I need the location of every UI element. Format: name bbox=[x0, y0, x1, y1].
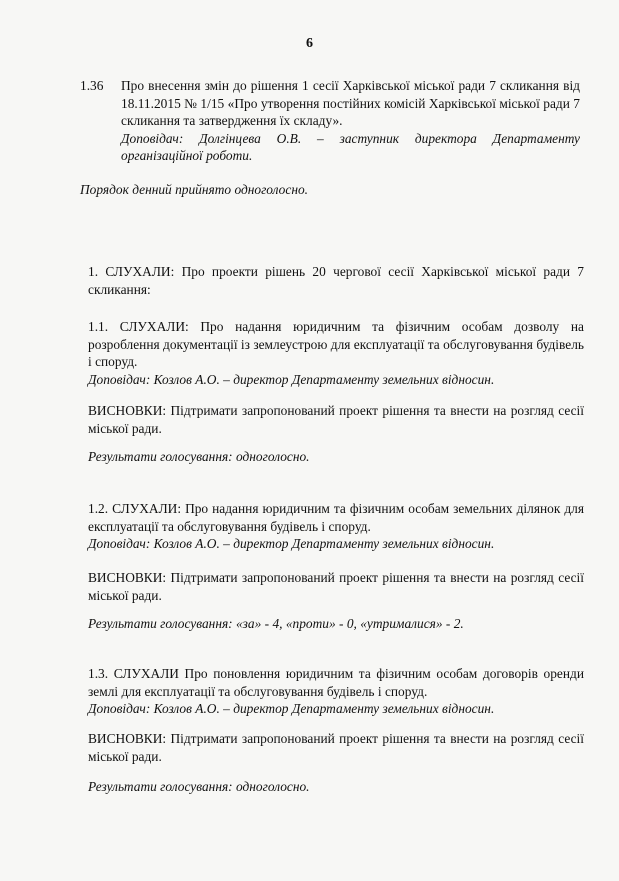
agenda-accepted: Порядок денний прийнято одноголосно. bbox=[80, 182, 309, 197]
section-1-1-vote: Результати голосування: одноголосно. bbox=[88, 449, 310, 464]
section-1-3-speaker: Доповідач: Козлов А.О. – директор Департаменту земельних відносин. bbox=[88, 701, 495, 716]
section-1-2-speaker: Доповідач: Козлов А.О. – директор Департаменту земельних відносин. bbox=[88, 536, 495, 551]
item-speaker: Доповідач: Долгінцева О.В. – заступник директора Департаменту організаційної роботи. bbox=[121, 130, 580, 163]
section-1-3 bbox=[88, 665, 584, 718]
section-1-2-vote: Результати голосування: «за» - 4, «проти» - 0, «утрималися» - 2. bbox=[88, 616, 464, 631]
page-number: 6 bbox=[306, 36, 313, 51]
section-1-1-speaker: Доповідач: Козлов А.О. – директор Департаменту земельних відносин. bbox=[88, 371, 495, 387]
section-1-1 bbox=[88, 318, 584, 388]
agenda-item-1-36 bbox=[80, 77, 580, 165]
section-1-1-conclusion: ВИСНОВКИ: Підтримати запропонований проект рішення та внести на розгляд сесії міської ради. bbox=[88, 403, 584, 436]
section-1-2-conclusion: ВИСНОВКИ: Підтримати запропонований проект рішення та внести на розгляд сесії міської ради. bbox=[88, 570, 584, 603]
item-text: Про внесення змін до рішення 1 сесії Харківської міської ради 7 скликання від 18.11.2015 № 1/15 «Про утворення постійних комісій Харківської міської ради 7 скликання та затвердження їх складу». bbox=[121, 78, 580, 128]
section-1-1-heard: 1.1. СЛУХАЛИ: Про надання юридичним та фізичним особам дозволу на розроблення документації із землеустрою для експлуатації та обслуговування будівель і споруд. bbox=[88, 319, 584, 369]
item-number: 1.36 bbox=[80, 78, 104, 93]
section-1-2-heard: 1.2. СЛУХАЛИ: Про надання юридичним та фізичним особам земельних ділянок для експлуатації та обслуговування будівель і споруд. bbox=[88, 501, 584, 534]
section-1-3-conclusion: ВИСНОВКИ: Підтримати запропонований проект рішення та внести на розгляд сесії міської ради. bbox=[88, 731, 584, 764]
section-1-3-heard: 1.3. СЛУХАЛИ Про поновлення юридичним та фізичним особам договорів оренди землі для експлуатації та обслуговування будівель і споруд. bbox=[88, 666, 584, 699]
section-1-heard: 1. СЛУХАЛИ: Про проекти рішень 20 чергової сесії Харківської міської ради 7 скликання: bbox=[88, 264, 584, 297]
section-1-3-vote: Результати голосування: одноголосно. bbox=[88, 779, 310, 794]
section-1-2 bbox=[88, 500, 584, 553]
